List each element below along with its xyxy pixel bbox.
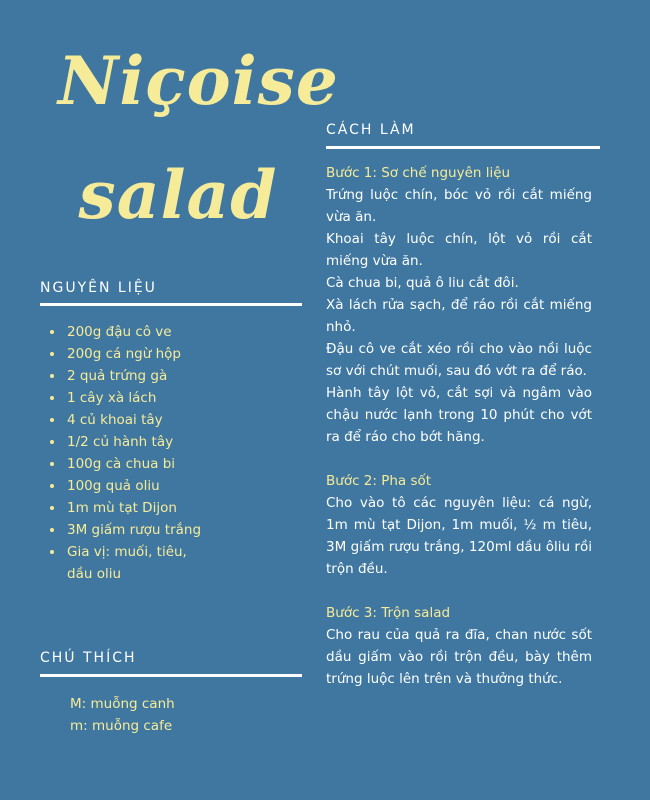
ingredient-item: 1/2 củ hành tây	[50, 431, 280, 453]
method-steps	[326, 162, 592, 712]
ingredient-item: 2 quả trứng gà	[50, 365, 280, 387]
step-1-paragraph: Cà chua bi, quả ô liu cắt đôi.	[326, 275, 519, 291]
step-2-title: Bước 2: Pha sốt	[326, 473, 432, 489]
step-1-paragraph: Trứng luộc chín, bóc vỏ rồi cắt miếng vừa ăn.	[326, 187, 592, 225]
note-line-tablespoon: M: muỗng canh	[70, 696, 175, 712]
recipe-title-line-2: salad	[78, 156, 278, 234]
step-1-paragraph: Xà lách rửa sạch, để ráo rồi cắt miếng nhỏ.	[326, 297, 592, 335]
ingredients-list	[50, 321, 280, 585]
ingredient-item: 100g cà chua bi	[50, 453, 280, 475]
notes-divider	[40, 674, 302, 677]
step-1-paragraph: Đậu cô ve cắt xéo rồi cho vào nồi luộc sơ với chút muối, sau đó vớt ra để ráo.	[326, 341, 592, 379]
step-1-title: Bước 1: Sơ chế nguyên liệu	[326, 165, 511, 181]
ingredient-item: 1 cây xà lách	[50, 387, 280, 409]
step-3	[326, 602, 592, 690]
ingredient-item: 1m mù tạt Dijon	[50, 497, 280, 519]
ingredient-item: 200g đậu cô ve	[50, 321, 280, 343]
ingredient-item: 4 củ khoai tây	[50, 409, 280, 431]
ingredient-item: 200g cá ngừ hộp	[50, 343, 280, 365]
step-3-title: Bước 3: Trộn salad	[326, 605, 451, 621]
ingredients-heading: NGUYÊN LIỆU	[40, 280, 157, 296]
ingredient-item: 100g quả oliu	[50, 475, 280, 497]
ingredient-item: Gia vị: muối, tiêu, dầu oliu	[50, 541, 207, 585]
step-1-paragraph: Khoai tây luộc chín, lột vỏ rồi cắt miếng vừa ăn.	[326, 231, 592, 269]
step-1-paragraph: Hành tây lột vỏ, cắt sợi và ngâm vào chậu nước lạnh trong 10 phút cho vớt ra để ráo cho bớt hăng.	[326, 385, 592, 445]
recipe-title-line-1: Niçoise	[58, 42, 339, 120]
notes-heading: CHÚ THÍCH	[40, 650, 137, 666]
method-heading: CÁCH LÀM	[326, 122, 416, 138]
ingredient-item: 3M giấm rượu trắng	[50, 519, 280, 541]
step-2-paragraph: Cho vào tô các nguyên liệu: cá ngừ, 1m mù tạt Dijon, 1m muối, ½ m tiêu, 3M giấm rượu trắng, 120ml dầu ôliu rồi trộn đều.	[326, 495, 592, 577]
ingredients-divider	[40, 303, 302, 306]
step-1	[326, 162, 592, 448]
step-2	[326, 470, 592, 580]
method-divider	[326, 146, 600, 149]
note-line-teaspoon: m: muỗng cafe	[70, 718, 173, 734]
step-3-paragraph: Cho rau của quả ra đĩa, chan nước sốt dầu giấm vào rồi trộn đều, bày thêm trứng luộc lên trên và thưởng thức.	[326, 627, 592, 687]
